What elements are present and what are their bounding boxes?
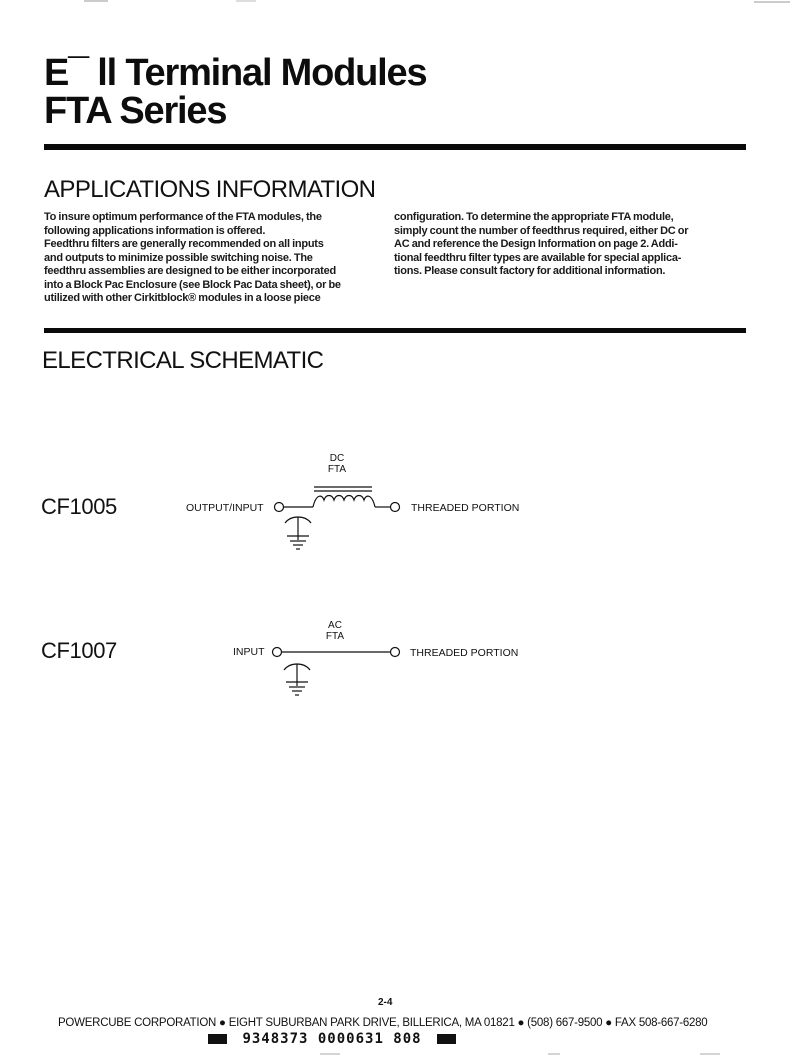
cf1007-left-label: INPUT bbox=[233, 646, 265, 658]
app-left-line: To insure optimum performance of the FTA modules, the bbox=[44, 211, 322, 223]
app-left-line: following applications information is offered. bbox=[44, 224, 266, 237]
cf1007-right-label: THREADED PORTION bbox=[410, 647, 519, 659]
app-left-line: into a Block Pac Enclosure (see Block Pac Data sheet), or be bbox=[44, 278, 341, 291]
scan-artifacts-bottom bbox=[0, 1052, 799, 1057]
cf1005-type-line2: FTA bbox=[327, 464, 347, 475]
terminal-left bbox=[273, 648, 282, 657]
cf1005-right-label: THREADED PORTION bbox=[411, 502, 520, 514]
barcode-block-left bbox=[208, 1034, 227, 1044]
barcode-line bbox=[202, 1031, 462, 1047]
barcode-block-right bbox=[437, 1034, 456, 1044]
app-left-line: feedthru assemblies are designed to be either incorporated bbox=[44, 265, 336, 277]
app-right-line: tional feedthru filter types are available for special applica- bbox=[394, 251, 682, 264]
barcode-text: 9348373 0000631 808 bbox=[242, 1031, 422, 1047]
schematic-heading: ELECTRICAL SCHEMATIC bbox=[42, 347, 324, 374]
title-line-2: FTA Series bbox=[44, 90, 227, 132]
app-right-line: tions. Please consult factory for additional information. bbox=[394, 265, 666, 277]
title-line-1: E¯ ll Terminal Modules bbox=[44, 52, 427, 94]
cf1005-left-label: OUTPUT/INPUT bbox=[186, 502, 264, 514]
page-number: 2-4 bbox=[378, 997, 393, 1008]
cf1007-type-line2: FTA bbox=[325, 631, 345, 642]
app-right-line: simply count the number of feedthrus required, either DC or bbox=[394, 224, 689, 237]
model-cf1005: CF1005 bbox=[41, 494, 117, 519]
app-right-line: configuration. To determine the appropriate FTA module, bbox=[394, 211, 674, 223]
model-cf1007: CF1007 bbox=[41, 638, 117, 663]
terminal-right bbox=[391, 648, 400, 657]
applications-heading: APPLICATIONS INFORMATION bbox=[44, 176, 376, 203]
app-left-line: and outputs to minimize possible switching noise. The bbox=[44, 251, 313, 264]
app-right-line: AC and reference the Design Information on page 2. Addi- bbox=[394, 238, 678, 250]
footer-address: POWERCUBE CORPORATION ● EIGHT SUBURBAN PARK DRIVE, BILLERICA, MA 01821 ● (508) 667-9500 ● FAX 508-667-6280 bbox=[58, 1017, 708, 1029]
cf1007-type-line1: AC bbox=[328, 620, 342, 631]
app-left-line: utilized with other Cirkitblock® modules in a loose piece bbox=[44, 292, 321, 304]
cf1005-type-line1: DC bbox=[329, 453, 345, 464]
app-left-line: Feedthru filters are generally recommended on all inputs bbox=[44, 238, 324, 250]
